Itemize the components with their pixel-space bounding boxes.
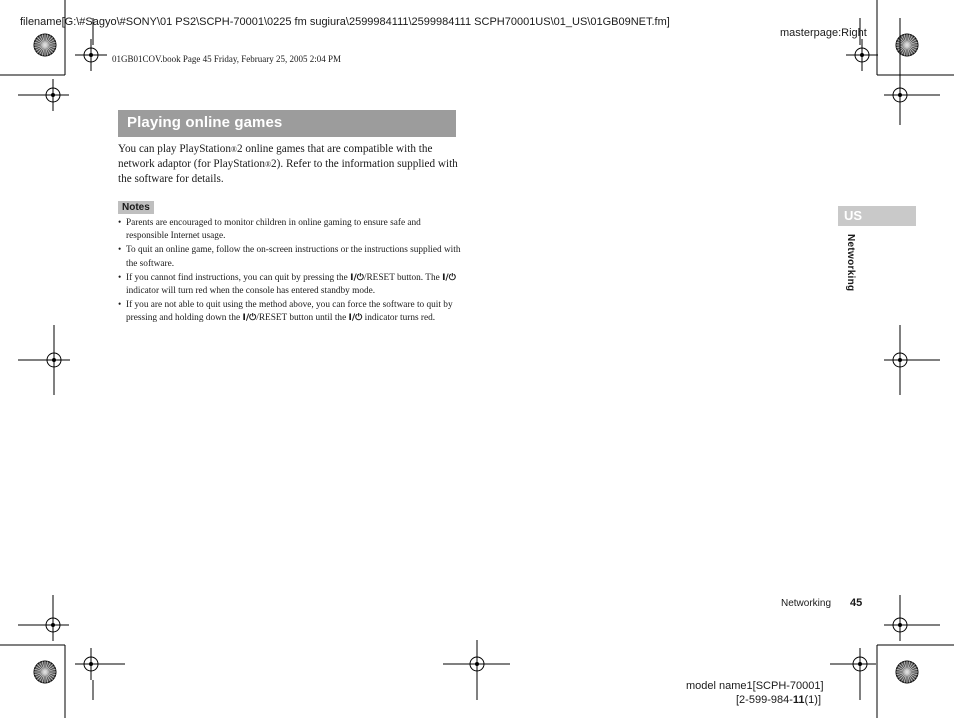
section-title: Playing online games: [127, 114, 283, 131]
notes-label: Notes: [118, 201, 154, 214]
chapter-side-label: Networking: [845, 234, 856, 292]
footer-section-name: Networking: [781, 598, 832, 609]
page-number: 45: [850, 597, 863, 609]
list-item: • Parents are encouraged to monitor children in online gaming to ensure safe and responsible Internet usage.: [118, 217, 463, 243]
model-code: [2-599-984-11(1)]: [736, 694, 822, 706]
region-tab: US: [838, 206, 916, 226]
section-title-bar: [118, 110, 456, 137]
power-icon: I/⏻: [350, 272, 364, 283]
power-icon: I/⏻: [442, 272, 456, 283]
notes-list: [118, 217, 463, 327]
list-item: • If you cannot find instructions, you can quit by pressing the I/⏻/RESET button. The I/⏻ indicator will turn red when the console has entered standby mode.: [118, 272, 463, 298]
power-icon: I/⏻: [242, 313, 257, 324]
list-item: • To quit an online game, follow the on-screen instructions or the instructions supplied with the software.: [118, 244, 463, 270]
model-name: model name1[SCPH-70001]: [686, 680, 824, 692]
list-item: • If you are not able to quit using the method above, you can force the software to quit by pressing and holding down the I/⏻/RESET button until the I/⏻ indicator turns red.: [118, 299, 463, 325]
header-book-info: 01GB01COV.book Page 45 Friday, February 25, 2005 2:04 PM: [112, 54, 341, 64]
header-masterpage: masterpage:Right: [780, 27, 867, 39]
power-icon: I/⏻: [348, 313, 363, 324]
header-filename: filename[G:\#Sagyo\#SONY\01 PS2\SCPH-70001\0225 fm sugiura\2599984111\2599984111 SCPH70001US\01_US\01GB09NET.fm]: [20, 16, 670, 28]
intro-paragraph: You can play PlayStation®2 online games that are compatible with the network adaptor (for PlayStation®2). Refer to the information supplied with the software for details.: [118, 143, 458, 185]
